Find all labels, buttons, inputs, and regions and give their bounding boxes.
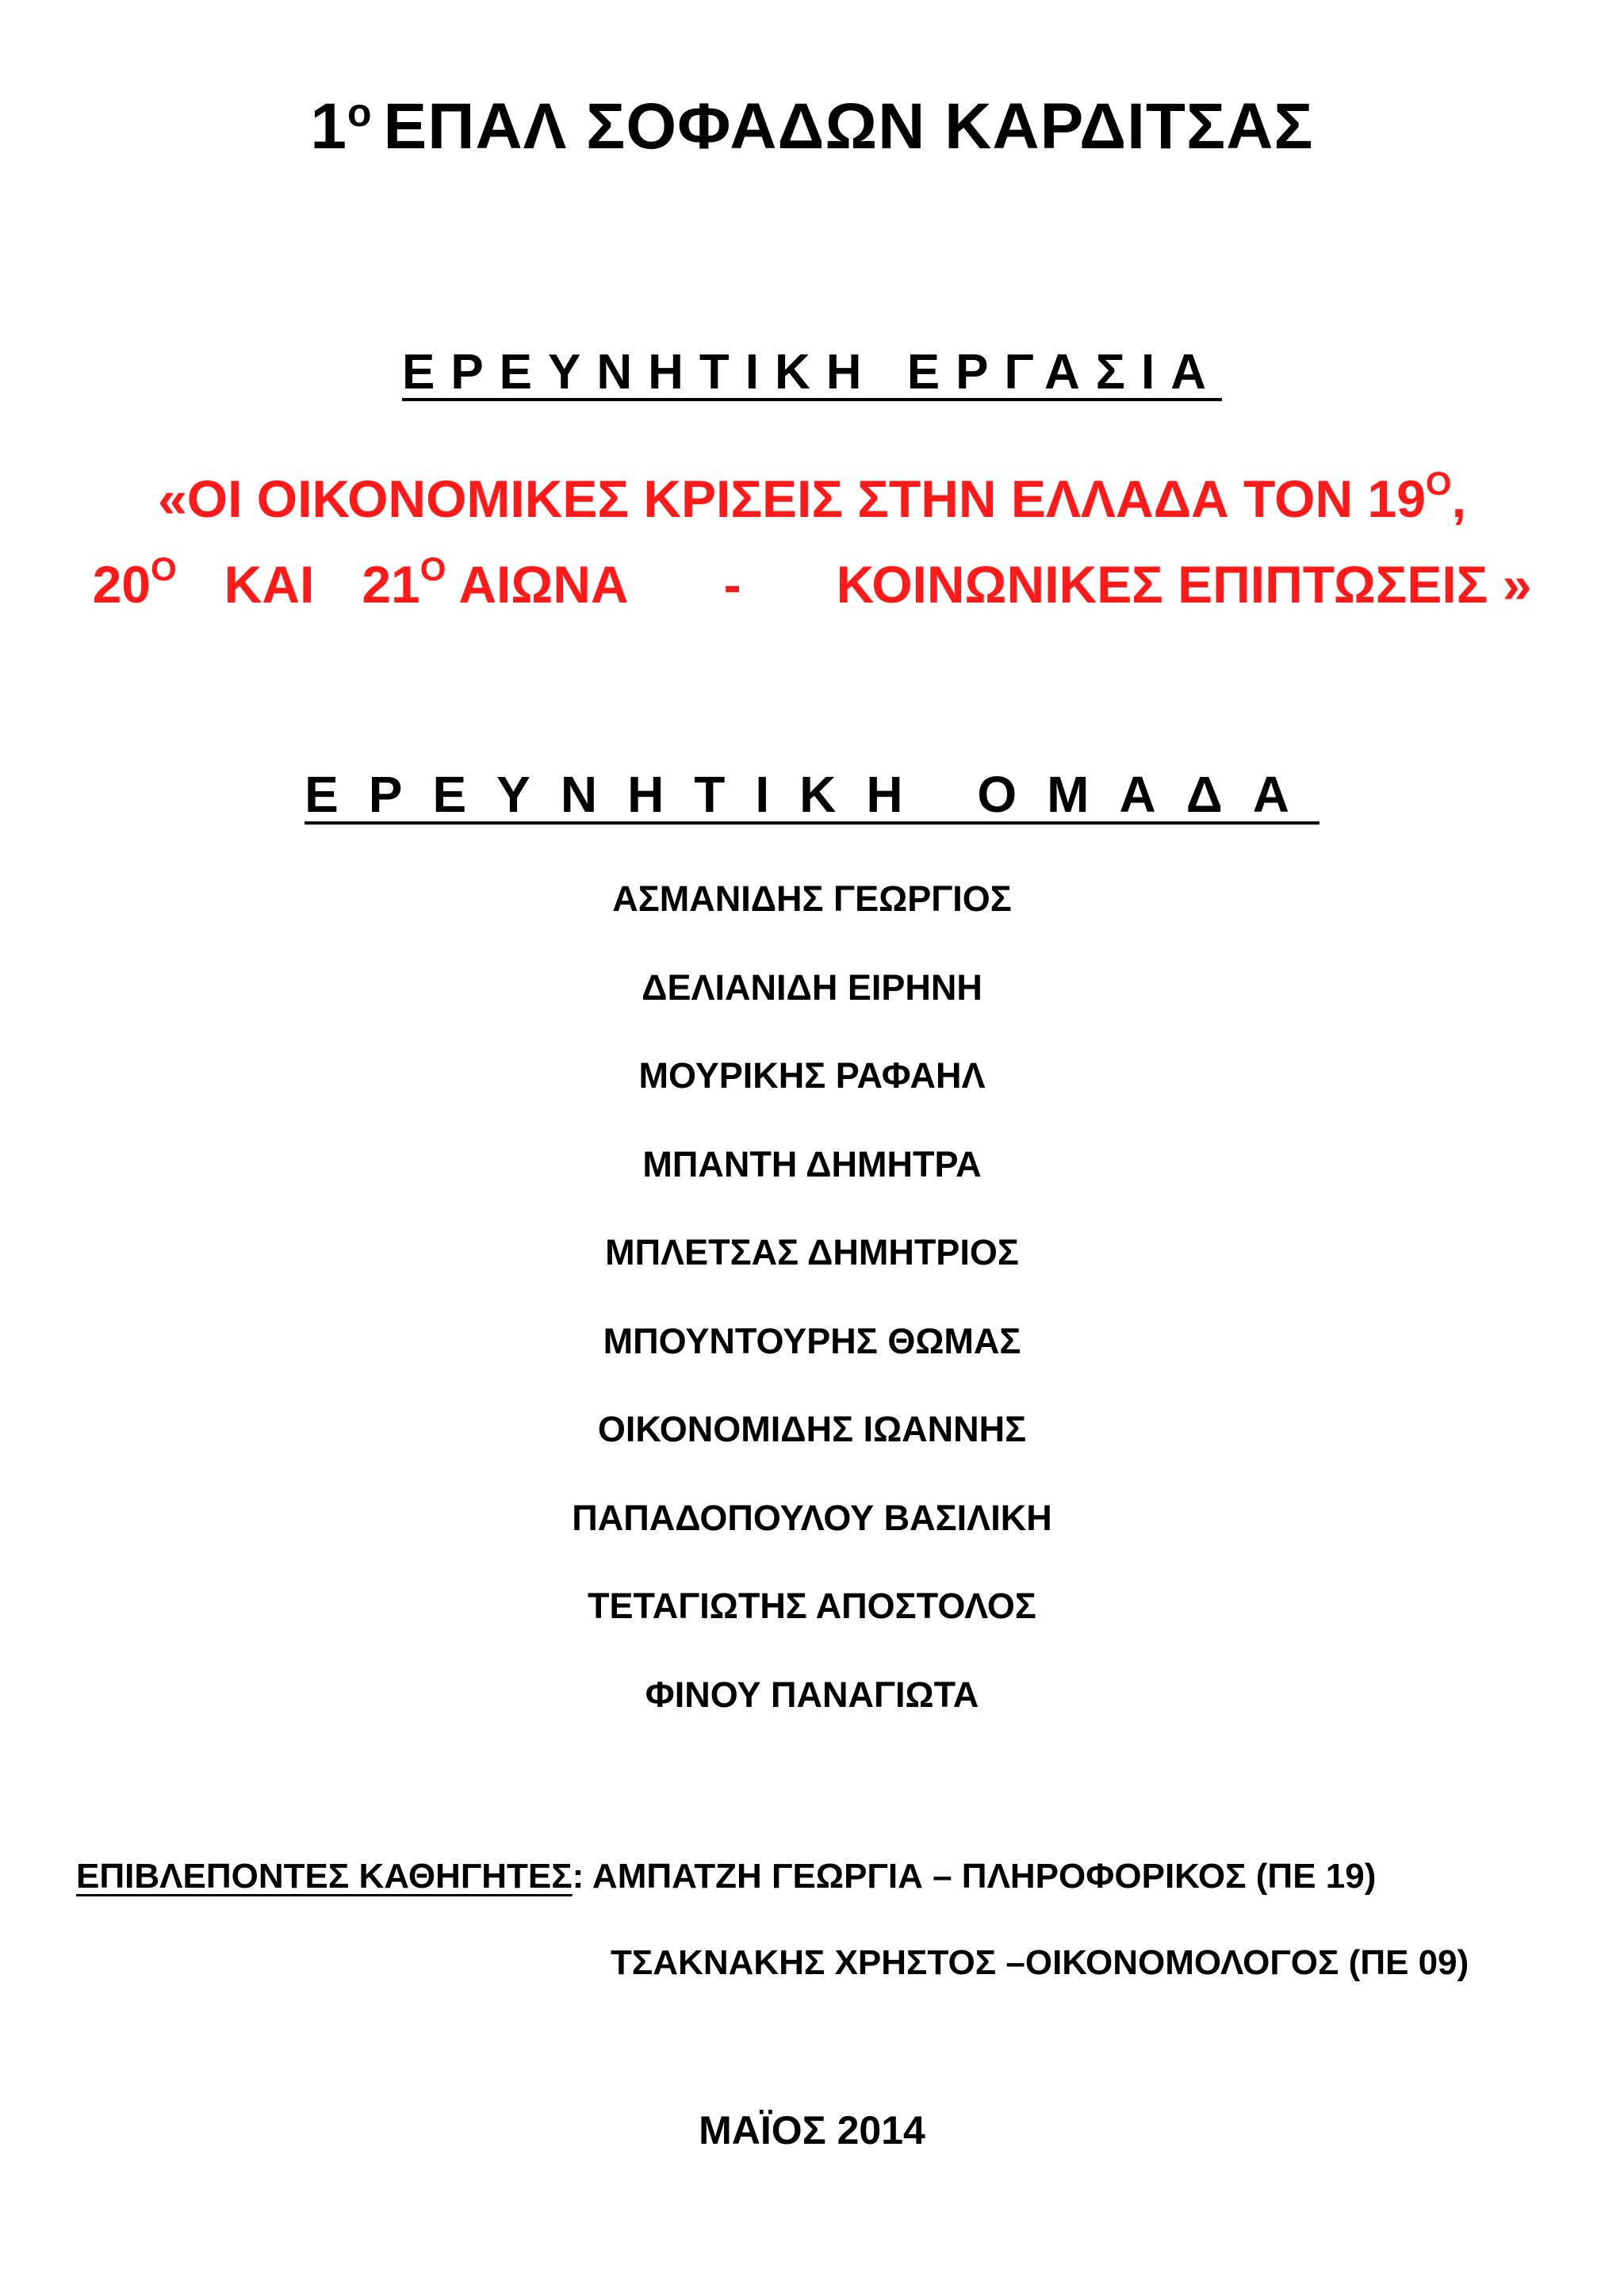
project-title-century-21: 21 xyxy=(362,555,420,614)
section-title-research-work-text: ΕΡΕΥΝΗΤΙΚΗ ΕΡΓΑΣΙΑ xyxy=(401,345,1223,400)
list-item: ΜΠΟΥΝΤΟΥΡΗΣ ΘΩΜΑΣ xyxy=(603,1320,1021,1361)
project-title-dash: - xyxy=(723,555,741,614)
list-item: ΦΙΝΟΥ ΠΑΝΑΓΙΩΤΑ xyxy=(645,1674,979,1715)
list-item: ΟΙΚΟΝΟΜΙΔΗΣ ΙΩΑΝΝΗΣ xyxy=(597,1409,1027,1449)
project-title-sup-2: Ο xyxy=(419,550,446,587)
project-title-century-20: 20 xyxy=(92,555,151,614)
project-title-line-1-end: , xyxy=(1451,469,1466,528)
project-title-century-word: ΑΙΩΝΑ xyxy=(458,555,629,614)
document-date: ΜΑΪΟΣ 2014 xyxy=(699,2108,925,2152)
school-superscript: ο xyxy=(347,90,373,135)
member-list xyxy=(0,871,1624,1755)
supervisors-line xyxy=(76,1851,1376,1902)
project-title-line-1-text: «ΟΙ ΟΙΚΟΝΟΜΙΚΕΣ ΚΡΙΣΕΙΣ ΣΤΗΝ ΕΛΛΑΔΑ ΤΟΝ 19 xyxy=(158,469,1426,528)
supervisors-label: ΕΠΙΒΛΕΠΟΝΤΕΣ ΚΑΘΗΓΗΤΕΣ xyxy=(76,1857,573,1896)
list-item: ΑΣΜΑΝΙΔΗΣ ΓΕΩΡΓΙΟΣ xyxy=(612,878,1012,919)
list-item: ΜΠΛΕΤΣΑΣ ΔΗΜΗΤΡΙΟΣ xyxy=(605,1232,1019,1272)
project-title-social-impacts: ΚΟΙΝΩΝΙΚΕΣ ΕΠΙΠΤΩΣΕΙΣ » xyxy=(836,555,1532,614)
section-title-research-team xyxy=(0,763,1624,826)
school-number: 1 xyxy=(310,90,347,163)
school-name xyxy=(0,87,1624,166)
school-name-text: ΕΠΑΛ ΣΟΦΑΔΩΝ ΚΑΡΔΙΤΣΑΣ xyxy=(383,90,1314,163)
project-title-line-1 xyxy=(0,456,1624,541)
supervisors-colon: : xyxy=(572,1857,584,1896)
project-title-line-1-sup: Ο xyxy=(1425,465,1452,502)
project-title xyxy=(0,456,1624,627)
list-item: ΜΠΑΝΤΗ ΔΗΜΗΤΡΑ xyxy=(642,1143,982,1184)
project-title-line-2 xyxy=(0,541,1624,627)
section-title-research-team-text: ΕΡΕΥΝΗΤΙΚΗ ΟΜΑΔΑ xyxy=(304,766,1320,823)
list-item: ΜΟΥΡΙΚΗΣ ΡΑΦΑΗΛ xyxy=(638,1055,986,1096)
project-title-sup-1: Ο xyxy=(151,550,177,587)
project-title-and: ΚΑΙ xyxy=(224,555,315,614)
supervisor-second: ΤΣΑΚΝΑΚΗΣ ΧΡΗΣΤΟΣ –ΟΙΚΟΝΟΜΟΛΟΓΟΣ (ΠΕ 09) xyxy=(611,1943,1469,1982)
list-item: ΔΕΛΙΑΝΙΔΗ ΕΙΡΗΝΗ xyxy=(642,966,982,1008)
list-item: ΠΑΠΑΔΟΠΟΥΛΟΥ ΒΑΣΙΛΙΚΗ xyxy=(572,1497,1052,1538)
supervisor-first: ΑΜΠΑΤΖΗ ΓΕΩΡΓΙΑ – ΠΛΗΡΟΦΟΡΙΚΟΣ (ΠΕ 19) xyxy=(584,1857,1377,1896)
list-item: ΤΕΤΑΓΙΩΤΗΣ ΑΠΟΣΤΟΛΟΣ xyxy=(588,1586,1036,1626)
section-title-research-work xyxy=(0,341,1624,404)
